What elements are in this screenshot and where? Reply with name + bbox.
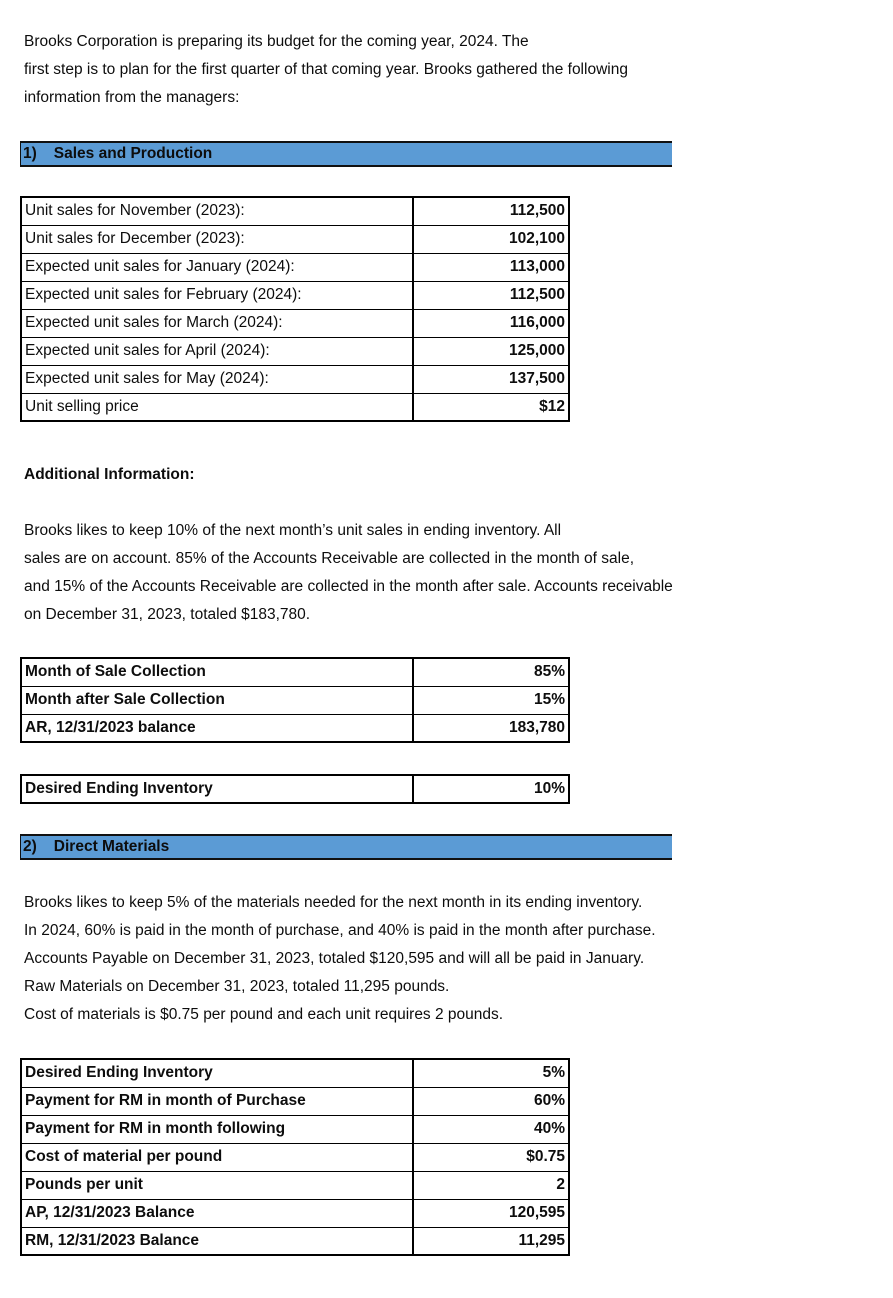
row-value: 15% — [413, 686, 569, 714]
row-label: Expected unit sales for January (2024): — [21, 253, 413, 281]
table-row — [21, 686, 569, 714]
desired-ending-inventory-table — [20, 774, 570, 804]
row-value: 183,780 — [413, 714, 569, 742]
row-value: 116,000 — [413, 309, 569, 337]
row-label: Desired Ending Inventory — [21, 1059, 413, 1087]
table-row — [21, 253, 569, 281]
row-label: Desired Ending Inventory — [21, 775, 413, 803]
direct-materials-paragraph — [24, 889, 656, 1029]
table-row — [21, 1227, 569, 1255]
row-value: 112,500 — [413, 281, 569, 309]
row-value: 113,000 — [413, 253, 569, 281]
table-row — [21, 337, 569, 365]
table-row — [21, 1087, 569, 1115]
additional-information-heading: Additional Information: — [24, 466, 195, 483]
direct-materials-line-4: Raw Materials on December 31, 2023, totaled 11,295 pounds. — [24, 978, 450, 995]
table-row — [21, 714, 569, 742]
row-label: Unit selling price — [21, 393, 413, 421]
row-label: Payment for RM in month of Purchase — [21, 1087, 413, 1115]
row-value: 125,000 — [413, 337, 569, 365]
row-label: Expected unit sales for February (2024): — [21, 281, 413, 309]
section-1-number: 1) — [23, 145, 37, 162]
row-label: Month after Sale Collection — [21, 686, 413, 714]
row-value: $0.75 — [413, 1143, 569, 1171]
table-row — [21, 1143, 569, 1171]
section-1-title: Sales and Production — [53, 145, 213, 162]
direct-materials-line-2: In 2024, 60% is paid in the month of purchase, and 40% is paid in the month after purchase. — [24, 922, 656, 939]
row-value: 2 — [413, 1171, 569, 1199]
row-label: Expected unit sales for March (2024): — [21, 309, 413, 337]
additional-line-2: sales are on account. 85% of the Accounts Receivable are collected in the month of sale, — [24, 550, 635, 567]
additional-line-4: on December 31, 2023, totaled $183,780. — [24, 606, 311, 623]
row-value: 102,100 — [413, 225, 569, 253]
table-row — [21, 281, 569, 309]
row-label: Expected unit sales for May (2024): — [21, 365, 413, 393]
direct-materials-line-5: Cost of materials is $0.75 per pound and each unit requires 2 pounds. — [24, 1006, 504, 1023]
row-label: Pounds per unit — [21, 1171, 413, 1199]
row-label: Cost of material per pound — [21, 1143, 413, 1171]
sales-and-production-table — [20, 196, 570, 422]
row-value: 10% — [413, 775, 569, 803]
row-value: 120,595 — [413, 1199, 569, 1227]
intro-line-3: information from the managers: — [24, 89, 240, 106]
row-label: Month of Sale Collection — [21, 658, 413, 686]
table-row — [21, 1199, 569, 1227]
row-label: AP, 12/31/2023 Balance — [21, 1199, 413, 1227]
direct-materials-line-3: Accounts Payable on December 31, 2023, totaled $120,595 and will all be paid in January. — [24, 950, 645, 967]
row-label: Expected unit sales for April (2024): — [21, 337, 413, 365]
row-value: 5% — [413, 1059, 569, 1087]
table-row — [21, 775, 569, 803]
additional-line-1: Brooks likes to keep 10% of the next month’s unit sales in ending inventory. All — [24, 522, 562, 539]
table-row — [21, 658, 569, 686]
section-banner-direct-materials — [20, 834, 672, 860]
table-row — [21, 309, 569, 337]
row-label: Unit sales for December (2023): — [21, 225, 413, 253]
table-row — [21, 225, 569, 253]
row-label: Unit sales for November (2023): — [21, 197, 413, 225]
row-value: 137,500 — [413, 365, 569, 393]
intro-line-2: first step is to plan for the first quarter of that coming year. Brooks gathered the following — [24, 61, 628, 78]
section-2-title: Direct Materials — [53, 838, 170, 855]
row-value: 60% — [413, 1087, 569, 1115]
row-value: 40% — [413, 1115, 569, 1143]
row-label: RM, 12/31/2023 Balance — [21, 1227, 413, 1255]
additional-information-paragraph — [24, 517, 673, 629]
row-value: 85% — [413, 658, 569, 686]
additional-line-3: and 15% of the Accounts Receivable are collected in the month after sale. Accounts receivable — [24, 578, 673, 595]
intro-paragraph — [24, 28, 628, 112]
table-row — [21, 393, 569, 421]
intro-line-1: Brooks Corporation is preparing its budget for the coming year, 2024. The — [24, 33, 529, 50]
row-value: 11,295 — [413, 1227, 569, 1255]
section-2-number: 2) — [23, 838, 37, 855]
row-label: AR, 12/31/2023 balance — [21, 714, 413, 742]
direct-materials-assumptions-table — [20, 1058, 570, 1256]
collection-assumptions-table — [20, 657, 570, 743]
table-row — [21, 1115, 569, 1143]
table-row — [21, 365, 569, 393]
row-value: $12 — [413, 393, 569, 421]
table-row — [21, 197, 569, 225]
direct-materials-line-1: Brooks likes to keep 5% of the materials needed for the next month in its ending inventory. — [24, 894, 643, 911]
table-row — [21, 1171, 569, 1199]
section-banner-sales-and-production — [20, 141, 672, 167]
row-value: 112,500 — [413, 197, 569, 225]
table-row — [21, 1059, 569, 1087]
row-label: Payment for RM in month following — [21, 1115, 413, 1143]
